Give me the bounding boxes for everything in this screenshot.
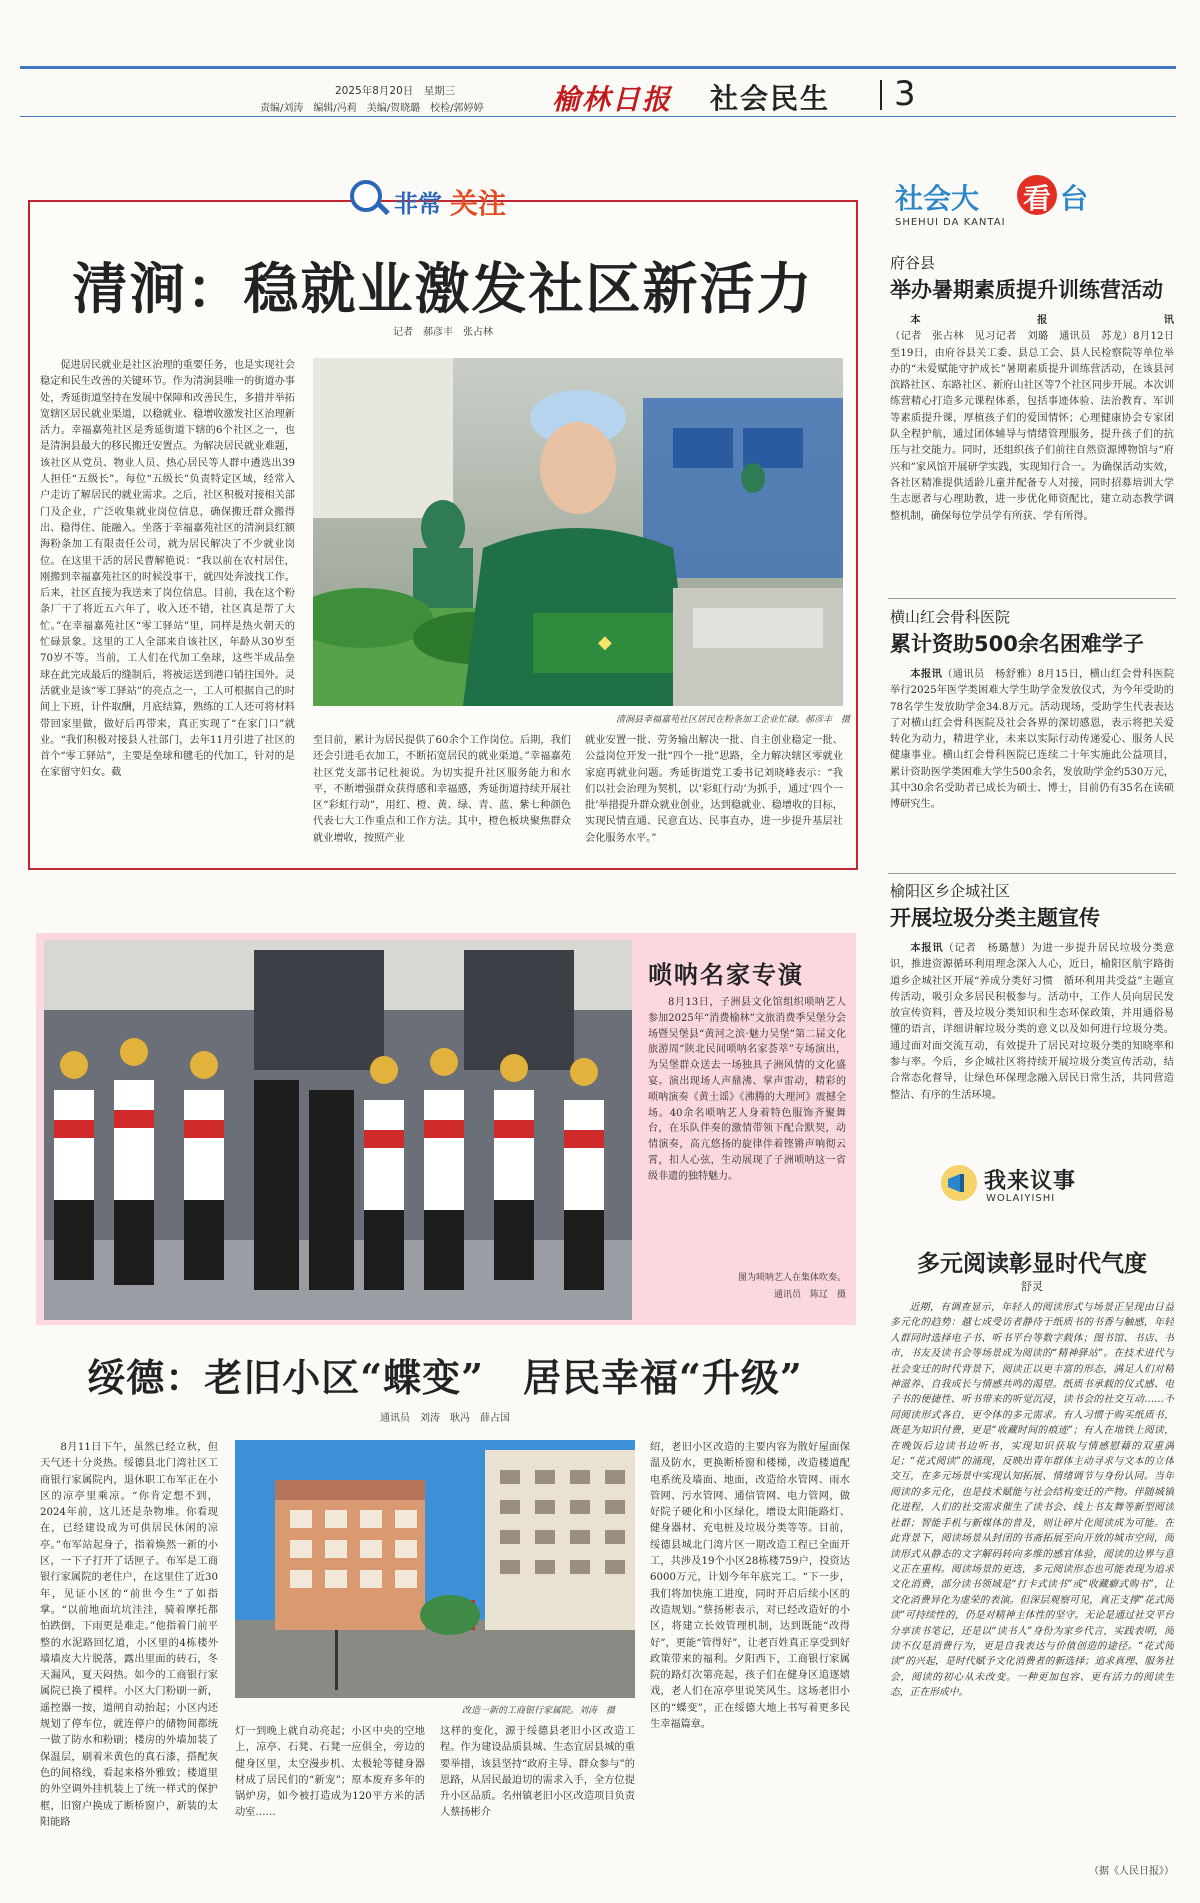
kantai-body xyxy=(890,666,1174,862)
masthead-bottom-rule xyxy=(20,116,1176,117)
woyishi-source: （据《人民日报》） xyxy=(1089,1866,1174,1877)
kantai-credit: （记者 杨璐慧） xyxy=(943,943,1032,954)
kantai-item-1 xyxy=(888,252,1176,590)
kantai-lead: 本报讯 xyxy=(910,314,1174,326)
kantai-title-b: 看 xyxy=(1023,182,1052,215)
kantai-title-c: 台 xyxy=(1060,182,1089,215)
suide-col3: 这样的变化，源于绥德县老旧小区改造工程。作为建设品质县城、生态宜居县城的重要举措，该县坚持“政府主导、群众参与”的思路，从居民最迫切的需求入手，全方位提升小区品质。名州镇老旧小区改造项目负责人蔡扬彬介 xyxy=(440,1726,635,1819)
suide-byline: 通讯员 刘涛 耿冯 薛占国 xyxy=(380,1413,510,1424)
suona-caption: 图为唢呐艺人在集体吹奏。 xyxy=(737,1273,846,1283)
kantai-credit: （记者 张占林 见习记者 刘璐 通讯员 苏龙） xyxy=(890,331,1134,343)
kantai-pinyin: SHEHUI DA KANTAI xyxy=(895,217,1006,228)
suona-photo xyxy=(44,940,632,1320)
kantai-text: 8月12日至19日，由府谷县关工委、县总工会、县人民检察院等单位举办的“未爱赋能守护成长”暑期素质提升训练营活动，在该县河滨路社区、东路社区、新府山社区等7个社区同步开展。本次训练营精心打造多元课程体系，包括事迹体验、法治教育、军训等素质提升课，厚植孩子们的爱国情怀；心理健康协会专家团队全程护航，通过团体辅导与情绪管理服务，提升孩子们的抗压与社交能力。同时，还组织孩子们前往自然资源博物馆与“府兴和”家风馆开展研学实践，实现知行合一。为确保活动实效，各社区精准提供适龄儿童并配备专人对接，同时招募培训大学生志愿者与心理助教，进一步优化师资配比，建立动态教学调整机制，确保每位学员学有所获、学有所得。 xyxy=(890,331,1174,522)
kantai-text: 为进一步提升居民垃圾分类意识，推进资源循环利用理念深入人心，近日，榆阳区航宇路街道乡企城社区开展“养成分类好习惯 循环利用共受益”主题宣传活动，吸引众多居民积极参与。活动中，工作人员向居民发放宣传资料，普及垃圾分类知识和生态环保政策，并用通俗易懂的语言，详细讲解垃圾分类的意义以及如何进行垃圾分类。通过面对面交流互动，有效提升了居民对垃圾分类的知晓率和参与率。今后，乡企城社区将持续开展垃圾分类宣传活动，结合常态化督导，让绿色环保理念融入居民日常生活，共同营造整洁、有序的生活环境。 xyxy=(890,943,1174,1101)
suide-title: 绥德：老旧小区“蝶变” 居民幸福“升级” xyxy=(87,1355,803,1400)
editor-credits: 责编/刘涛 编辑/冯莉 美编/贺晓璐 校检/郭婷婷 xyxy=(260,103,484,114)
kantai-item-3 xyxy=(888,880,1176,1142)
feature-photo-caption: 清涧县幸福嘉苑社区居民在粉条加工企业忙碌。郝彦丰 摄 xyxy=(615,715,850,725)
paper-logo: 榆林日报 xyxy=(552,83,673,116)
kantai-title-a: 社会大 xyxy=(895,182,980,215)
suide-col2: 灯一到晚上就自动亮起；小区中央的空地上，凉亭、石凳、石凳一应俱全，旁边的健身区里，太空漫步机、太极轮等健身器材成了居民们的“新宠”；原本废弃多年的锅炉房，如今被打造成为120平方米的活动室…… xyxy=(235,1726,425,1819)
woyishi-title: 多元阅读彰显时代气度 xyxy=(917,1251,1147,1277)
woyishi-header xyxy=(940,1160,1140,1216)
page-number: 3 xyxy=(894,74,916,114)
woyishi-pinyin: WOLAIYISHI xyxy=(986,1193,1056,1204)
kantai-kicker: 横山红会骨科医院 xyxy=(890,608,1011,626)
divider xyxy=(888,873,1176,874)
kantai-body xyxy=(890,312,1174,582)
kantai-headline: 开展垃圾分类主题宣传 xyxy=(890,906,1100,930)
woyishi-label: 我来议事 xyxy=(984,1169,1077,1194)
residential-buildings-image xyxy=(235,1440,635,1698)
feature-badge xyxy=(350,176,540,222)
kantai-lead: 本报讯 xyxy=(910,668,943,680)
badge-text-b: 关注 xyxy=(450,187,507,220)
feature-byline: 记者 郝彦丰 张占林 xyxy=(393,327,493,338)
kantai-kicker: 榆阳区乡企城社区 xyxy=(890,882,1011,900)
section-name: 社会民生 xyxy=(710,82,831,115)
woyishi-body: 近期，有调查显示，年轻人的阅读形式与场景正呈现由日益多元化的趋势：越七成受访者静待于纸质书的书香与触感，年轻人群同时选择电子书、听书平台等数字载体；图书馆、书店、书市，书友及读书会等场景成为阅读的“精神驿站”。在技术进代与社会变迁的时代背景下，阅读正以更丰富的形态，满足人们对精神滋养、自我成长与情感共鸣的渴望。纸质书承载的仪式感、电子书的便捷性、听书带来的听觉沉浸，读书会的社交互动……不同阅读形式各自，更令体的多元需求。有人习惯于购买纸质书，既是为知识付费，更是“收藏时间的痕迹”；有人在地铁上阅读，在晚饭后边读书边听书，实现知识获取与情感慰藉的双重满足；“花式阅读”的涌现，反映出青年群体主动寻求与文本的立体交互，在多元场景中实现认知拓展、情绪调节与身份认同。当年阅读的多元化，也是技术赋能与社会结构变迁的产物。伴随城镇化进程，人们的社交需求催生了读书会、线上书友舞等新型阅读社群；智能手机与新媒体的普及，则让碎片化阅读成为可能。在此背景下，阅读场景从封闭的书斋拓展至向开放的城市空间，阅读形式从静态的文字解码转向多维的感官体验，阅读的边界与意义正在重构。阅读场景的更迭，多元阅读形态也可能表现为追求文化消费，部分读书领域是“打卡式读书”或“收藏癖式购书”，让文化消费异化为虚荣的表演。但深层观察可见，真正支撑“花式阅读”可持续性的，仍是对精神主体性的坚守。无论是通过社交平台分享读书笔记，还是以“读书人”身份为家乡代言，实践表明，阅读不仅是消费行为，更是自我表达与价值创造的途径。“花式阅读”的兴起，是时代赋予文化消费者的新选择；追求真理、服务社会，阅读的初心从未改变。一种更加包容、更有活力的阅读生态，正在形成中。 xyxy=(890,1302,1174,1699)
kantai-credit: （通讯员 杨舒雅） xyxy=(942,669,1038,680)
masthead-top-rule xyxy=(20,66,1176,69)
masthead xyxy=(20,66,1176,116)
suide-photo-caption: 改造一新的工商银行家属院。刘涛 摄 xyxy=(461,1706,615,1716)
kantai-headline: 累计资助500余名困难学子 xyxy=(890,632,1144,656)
kantai-kicker: 府谷县 xyxy=(890,254,936,272)
suide-col4: 绍，老旧小区改造的主要内容为散好屋面保温及防水，更换断桥窗和楼梯，改造楼道配电系统及墙面、地面，改造给水管网、雨水管网、污水管网、通信管网、电力管网，做好院子硬化和小区绿化，增设太阳能路灯、健身器材、充电桩及垃圾分类等等。目前，绥德县城北门湾片区一期改造工程已全面开工，共涉及19个小区28栋楼759户，投资达6000万元，计划今年年底完工。“下一步，我们将加快施工进度，同时开启后续小区的改造规划。”蔡扬彬表示，对已经改造好的小区，将建立长效管理机制，达到既能“改得好”，更能“管得好”，让老百姓真正享受到好政策带来的福利。夕阳西下，工商银行家属院的路灯次第亮起，孩子们在健身区追逐嬉戏，老人们在凉亭里说笑风生。这场老旧小区的“蝶变”，正在绥德大地上书写着更多民生幸福篇章。 xyxy=(650,1442,850,1731)
issue-date: 2025年8月20日 星期三 xyxy=(335,85,456,97)
kantai-header xyxy=(895,175,1125,235)
kantai-item-2 xyxy=(888,606,1176,870)
kantai-headline: 举办暑期素质提升训练营活动 xyxy=(890,278,1163,302)
megaphone-icon xyxy=(940,1164,978,1202)
divider xyxy=(888,598,1176,599)
feature-col1: 促进居民就业是社区治理的重要任务，也是实现社会稳定和民生改善的关键环节。作为清涧县唯一的街道办事处，秀延街道坚持在发展中保障和改善民生，多措并举拓宽辖区居民就业渠道，以稳就业、稳增收激发社区治理新活力。幸福嘉苑社区是秀延街道下辖的6个社区之一，也是清涧县最大的移民搬迁安置点。为解决居民就业难题，该社区从党员、物业人员、热心居民等人群中遴选出39人担任“五级长”。每位“五级长”负责特定区域，经常入户走访了解居民的就业需求。之后，社区积极对接相关部门及企业，广泛收集就业岗位信息，确保搬迁群众搬得出、稳得住、能融入。坐落于幸福嘉苑社区的清涧县红额海粉条加工有限责任公司，就为居民解决了不少就业岗位。在这里干活的居民曹解艳说：“我以前在农村居住，刚搬到幸福嘉苑社区的时候没事干，就四处奔波找工作。后来，社区直接为我送来了岗位信息。目前，我在这个粉条厂干了将近五六年了，收入还不错，社区真是帮了大忙。”在幸福嘉苑社区“零工驿站”里，同样是热火朝天的忙碌景象。这里的工人全部来自该社区，年龄从30岁至70岁不等。当前，工人们在代加工垒球，这些半成品垒球在此完成最后的缝制后，将被运送到港口销往国外。灵活就业是该“零工驿站”的亮点之一，工人可根据自己的时间上下班，计件取酬，月底结算，熟练的工人还可将材料带回家里做，做好后再带来，真正实现了“在家门口”就业。“我们积极对接县人社部门，去年11月引进了社区的首个“零工驿站”，主要是垒球和毽毛的代加工，针对的是在家留守妇女。截 xyxy=(40,360,295,779)
section-separator xyxy=(880,80,882,110)
kantai-text: 8月15日，横山红会骨科医院举行2025年医学类困难大学生助学金发放仪式，为今年受助的78名学生发放助学金34.8万元。活动现场，受助学生代表表达了对横山红会骨科医院及社会各界的深切感恩，表示将把关爱转化为动力，精进学业，未来以实际行动传递爱心、服务人民健康事业。横山红会骨科医院已连续二十年实施此公益项目，累计资助医学类困难大学生500余名，发放助学金约530万元，其中30余名受助者已成长为硕士、博士，目前仍有35名在读硕博研究生。 xyxy=(890,669,1174,811)
kantai-body xyxy=(890,940,1174,1136)
suona-credit: 通讯员 陈辽 摄 xyxy=(773,1290,846,1300)
worker-photo-image xyxy=(313,358,843,706)
suona-body: 8月13日，子洲县文化馆组织唢呐艺人参加2025年“消费榆林”文旅消费季吴堡分会场暨吴堡县“黄河之滨·魅力吴堡”第二届文化旅游周“陕北民间唢呐名家荟萃”专场演出，为吴堡群众送去一场独具子洲风情的文化盛宴。演出现场人声鼎沸、掌声雷动，精彩的唢呐演奏《黄土谣》《沸腾的大理河》震撼全场。40余名唢呐艺人身着特色服饰齐聚舞台，在乐队伴奏的激情带领下配合默契，动情演奏，高亢悠扬的旋律伴着铿锵声响彻云霄，扣人心弦，生动展现了子洲唢呐这一省级非遗的独特魅力。 xyxy=(648,997,846,1182)
feature-col3: 就业安置一批、劳务输出解决一批、自主创业稳定一批、公益岗位开发一批“四个一批”思路，全力解决辖区零就业家庭再就业问题。秀延街道党工委书记刘晓峰表示：“我们以社会治理为契机，以‘彩虹行动’为抓手，通过‘四个一批’举措提升群众就业创业，达到稳就业、稳增收的目标，实现民情直通、民意直达、民事直办，进一步提升基层社会化服务水平。” xyxy=(585,735,843,844)
feature-title: 清涧：稳就业激发社区新活力 xyxy=(72,257,814,321)
magnifier-handle-icon xyxy=(376,202,389,215)
suona-title: 唢呐名家专演 xyxy=(648,961,804,989)
feature-photo xyxy=(313,358,843,706)
suide-photo xyxy=(235,1440,635,1698)
feature-col2: 至目前，累计为居民提供了60余个工作岗位。后期，我们还会引进毛衣加工，不断拓宽居民的就业渠道。”幸福嘉苑社区党支部书记杜昶说。为切实提升社区服务能力和水平，不断增强群众获得感和幸福感，秀延街道持续开展社区“彩虹行动”，用红、橙、黄、绿、青、蓝、紫七种颜色代表七大工作重点和工作方法。其中，橙色板块聚焦群众就业增收，按照产业 xyxy=(313,735,571,844)
suona-performers-image xyxy=(44,940,632,1320)
badge-text-a: 非常 xyxy=(394,190,442,218)
woyishi-author: 舒灵 xyxy=(1021,1280,1043,1293)
kantai-lead: 本报讯 xyxy=(910,942,944,954)
suide-col1: 8月11日下午，虽然已经立秋，但天气还十分炎热。绥德县北门湾社区工商银行家属院内，退休职工布军正在小区的凉亭里乘凉。“你肯定想不到，2024年前，这儿还是杂物堆。你看现在，已经建设成为可供居民休闲的凉亭。”布军站起身子，指着焕然一新的小区，一下子打开了话匣子。布军是工商银行家属院的老住户，在这里住了近30年，见证小区的“前世今生”了如指掌。“以前地面坑坑洼洼，骑着摩托都怕跌倒，下雨更是难走。”他指着门前平整的水泥路回忆道，小区里的4栋楼外墙墙皮大片脱落，露出里面的砖石，冬天漏风，夏天闷热。如今的工商银行家属院已换了模样。小区大门粉刷一新，遥控器一按，道闸自动抬起；小区内还规划了停车位，就连停户的储物间都统一做了防水和粉刷；楼房的外墙加装了保温层，刷着米黄色的真石漆，搭配灰色的间格线，看起来格外雅致；楼道里的外空调外挂机装上了统一样式的保护框，旧窗户换成了断桥窗户，新装的太阳能路 xyxy=(40,1442,218,1828)
svg-text:◆: ◆ xyxy=(598,632,612,653)
